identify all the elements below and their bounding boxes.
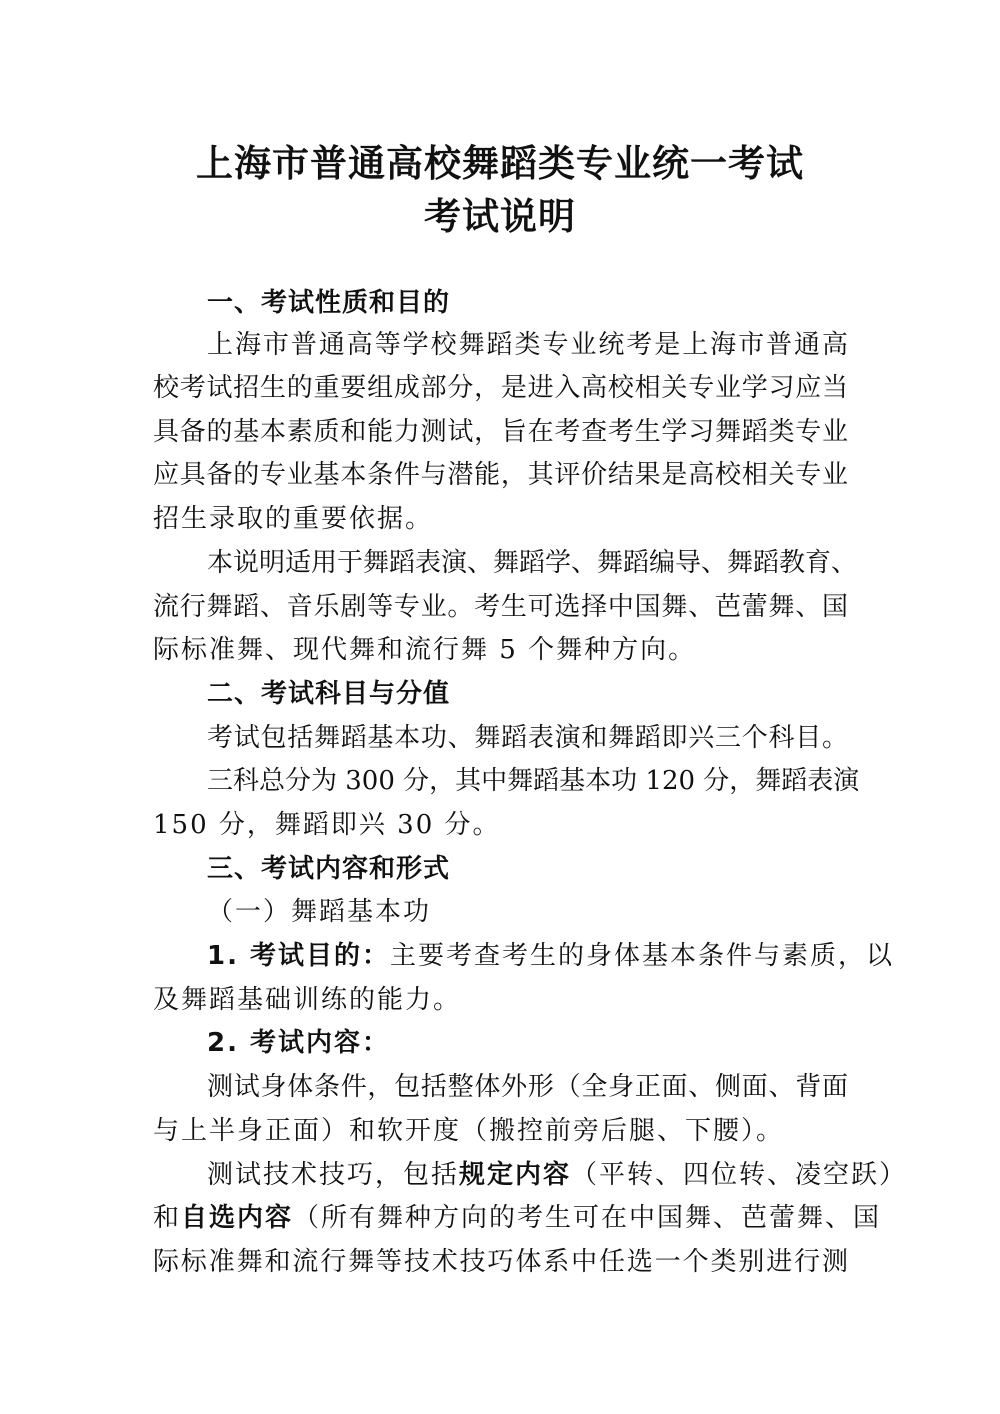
paragraph-line: 校考试招生的重要组成部分，是进入高校相关专业学习应当	[153, 373, 848, 403]
paragraph-line: 本说明适用于舞蹈表演、舞蹈学、舞蹈编导、舞蹈教育、	[207, 548, 858, 578]
paragraph-line: 流行舞蹈、音乐剧等专业。考生可选择中国舞、芭蕾舞、国	[153, 592, 848, 622]
paragraph-line: 考试包括舞蹈基本功、舞蹈表演和舞蹈即兴三个科目。	[207, 723, 848, 753]
section-2-heading: 二、考试科目与分值	[207, 679, 451, 709]
item-1-line	[207, 938, 894, 974]
paragraph-line: 测试身体条件，包括整体外形（全身正面、侧面、背面	[207, 1072, 848, 1102]
section-1-heading: 一、考试性质和目的	[207, 288, 451, 318]
paragraph-line: 际标准舞、现代舞和流行舞 5 个舞种方向。	[153, 635, 697, 665]
paragraph-line: 际标准舞和流行舞等技术技巧体系中任选一个类别进行测	[153, 1247, 848, 1277]
tech-text: （所有舞种方向的考生可在中国舞、芭蕾舞、国	[293, 1203, 882, 1233]
document-title-line-2: 考试说明	[424, 195, 576, 238]
tech-bold-optional: 自选内容	[181, 1203, 294, 1233]
paragraph-line: 三科总分为 300 分，其中舞蹈基本功 120 分，舞蹈表演	[207, 766, 860, 796]
paragraph-line: 与上半身正面）和软开度（搬控前旁后腿、下腰）。	[153, 1116, 785, 1146]
section-3-heading: 三、考试内容和形式	[207, 854, 451, 884]
paragraph-line: 应具备的专业基本条件与潜能，其评价结果是高校相关专业	[153, 460, 848, 490]
paragraph-line: 150 分，舞蹈即兴 30 分。	[153, 810, 501, 840]
tech-bold-required: 规定内容	[459, 1160, 572, 1190]
tech-text: 和	[153, 1203, 182, 1233]
document-title-line-1: 上海市普通高校舞蹈类专业统一考试	[196, 142, 804, 185]
tech-line-2	[153, 1200, 881, 1236]
paragraph-line: 上海市普通高等学校舞蹈类专业统考是上海市普通高	[207, 330, 848, 360]
paragraph-line: 及舞蹈基础训练的能力。	[153, 985, 462, 1015]
tech-text: 测试技术技巧，包括	[207, 1160, 460, 1190]
item-2-label: 2. 考试内容：	[207, 1028, 391, 1058]
item-1-text: 主要考查考生的身体基本条件与素质，以	[390, 941, 895, 971]
subsection-heading: （一）舞蹈基本功	[207, 897, 432, 927]
tech-line-1	[207, 1157, 907, 1193]
tech-text: （平转、四位转、凌空跃）	[571, 1160, 908, 1190]
paragraph-line: 招生录取的重要依据。	[153, 504, 434, 534]
item-1-label: 1. 考试目的：	[207, 941, 391, 971]
paragraph-line: 具备的基本素质和能力测试，旨在考查考生学习舞蹈类专业	[153, 417, 848, 447]
